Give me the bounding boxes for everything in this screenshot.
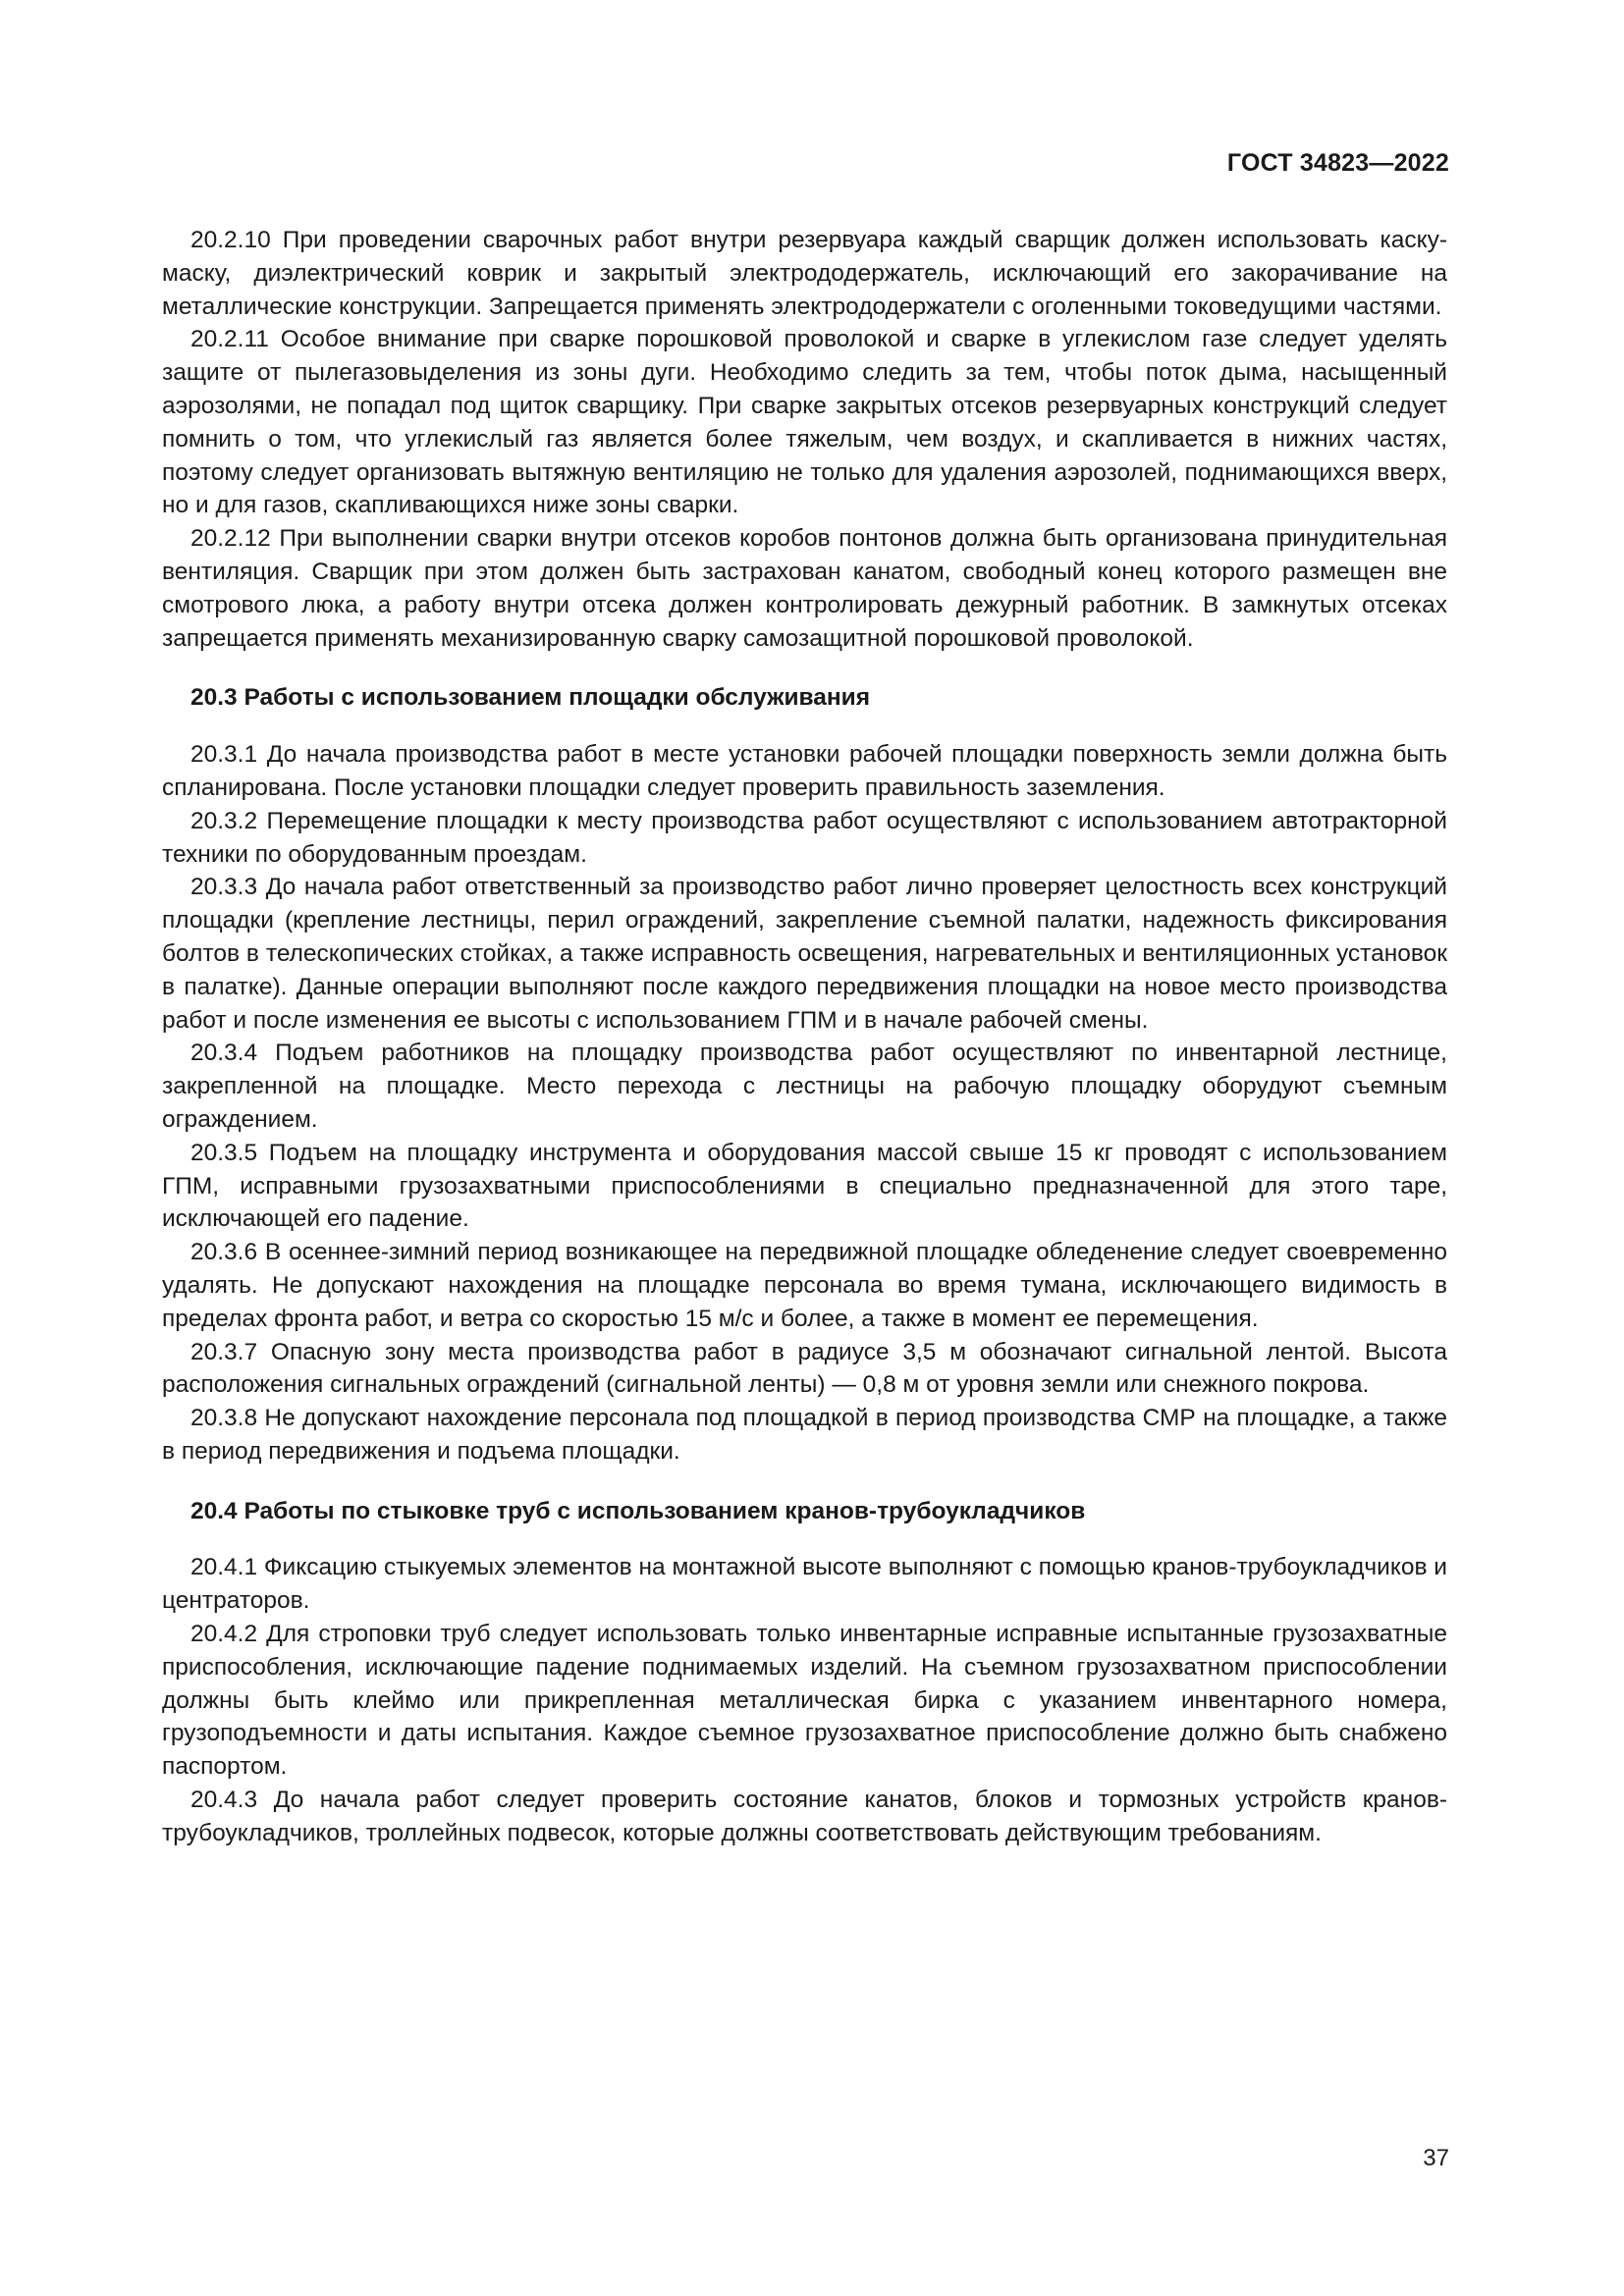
paragraph: 20.3.2 Перемещение площадки к месту производства работ осуществляют с использованием автотракторной техники по оборудованным проездам.: [162, 807, 1447, 868]
paragraph: 20.2.12 При выполнении сварки внутри отсеков коробов понтонов должна быть организована принудительная вентиляция. Сварщик при этом должен быть застрахован канатом, свободный конец которого размещен вне смотрового люка, а работу внутри отсека должен контролировать дежурный работник. В замкнутых отсеках запрещается применять механизированную сварку самозащитной порошковой проволокой.: [162, 525, 1447, 652]
section-heading: 20.3 Работы с использованием площадки обслуживания: [190, 684, 871, 712]
paragraph: 20.3.8 Не допускают нахождение персонала под площадкой в период производства СМР на площадке, а также в период передвижения и подъема площадки.: [162, 1405, 1447, 1465]
paragraph: 20.3.7 Опасную зону места производства работ в радиусе 3,5 м обозначают сигнальной лентой. Высота расположения сигнальных ограждений (сигнальной ленты) — 0,8 м от уровня земли или снежного покрова.: [162, 1338, 1447, 1399]
paragraph: 20.4.2 Для строповки труб следует использовать только инвентарные исправные испытанные грузозахватные приспособления, исключающие падение поднимаемых изделий. На съемном грузозахватном приспособлении должны быть клеймо или прикрепленная металлическая бирка с указанием инвентарного номера, грузоподъемности и даты испытания. Каждое съемное грузозахватное приспособление должно быть снабжено паспортом.: [162, 1621, 1447, 1781]
section-heading: 20.4 Работы по стыковке труб с использованием кранов-трубоукладчиков: [190, 1497, 1086, 1524]
paragraph: 20.4.3 До начала работ следует проверить состояние канатов, блоков и тормозных устройств кранов-трубоукладчиков, троллейных подвесок, которые должны соответствовать действующим требованиям.: [162, 1787, 1447, 1846]
paragraph: 20.3.4 Подъем работников на площадку производства работ осуществляют по инвентарной лестнице, закрепленной на площадке. Место перехода с лестницы на рабочую площадку оборудуют съемным ограждением.: [162, 1040, 1447, 1133]
paragraph: 20.4.1 Фиксацию стыкуемых элементов на монтажной высоте выполняют с помощью кранов-трубоукладчиков и центраторов.: [162, 1554, 1447, 1615]
paragraph: 20.3.1 До начала производства работ в месте установки рабочей площадки поверхность земли должна быть спланирована. После установки площадки следует проверить правильность заземления.: [162, 741, 1447, 801]
paragraph: 20.3.3 До начала работ ответственный за производство работ лично проверяет целостность всех конструкций площадки (крепление лестницы, перил ограждений, закрепление съемной палатки, надежность фиксирования болтов в телескопических стойках, а также исправность освещения, нагревательных и вентиляционных установок в палатке). Данные операции выполняют после каждого передвижения площадки на новое место производства работ и после изменения ее высоты с использованием ГПМ и в начале рабочей смены.: [162, 874, 1447, 1034]
paragraph: 20.3.6 В осеннее-зимний период возникающее на передвижной площадке обледенение следует своевременно удалять. Не допускают нахождения на площадке персонала во время тумана, исключающего видимость в пределах фронта работ, и ветра со скоростью 15 м/с и более, а также в момент ее перемещения.: [162, 1239, 1447, 1332]
paragraph: 20.3.5 Подъем на площадку инструмента и оборудования массой свыше 15 кг проводят с использованием ГПМ, исправными грузозахватными приспособлениями в специально предназначенной для этого таре, исключающей его падение.: [162, 1139, 1447, 1233]
paragraph: 20.2.10 При проведении сварочных работ внутри резервуара каждый сварщик должен использовать каску-маску, диэлектрический коврик и закрытый электрододержатель, исключающий его закорачивание на металлические конструкции. Запрещается применять электрододержатели с оголенными токоведущими частями.: [162, 227, 1447, 320]
page-number: 37: [1423, 2145, 1449, 2171]
document-body: [162, 224, 1447, 1850]
paragraph: 20.2.11 Особое внимание при сварке порошковой проволокой и сварке в углекислом газе следует уделять защите от пылегазовыделения из зоны дуги. Необходимо следить за тем, чтобы поток дыма, насыщенный аэрозолями, не попадал под щиток сварщику. При сварке закрытых отсеков резервуарных конструкций следует помнить о том, что углекислый газ является более тяжелым, чем воздух, и скапливается в нижних частях, поэтому следует организовать вытяжную вентиляцию не только для удаления аэрозолей, поднимающихся вверх, но и для газов, скапливающихся ниже зоны сварки.: [162, 326, 1447, 519]
document-header: ГОСТ 34823—2022: [1226, 149, 1449, 177]
